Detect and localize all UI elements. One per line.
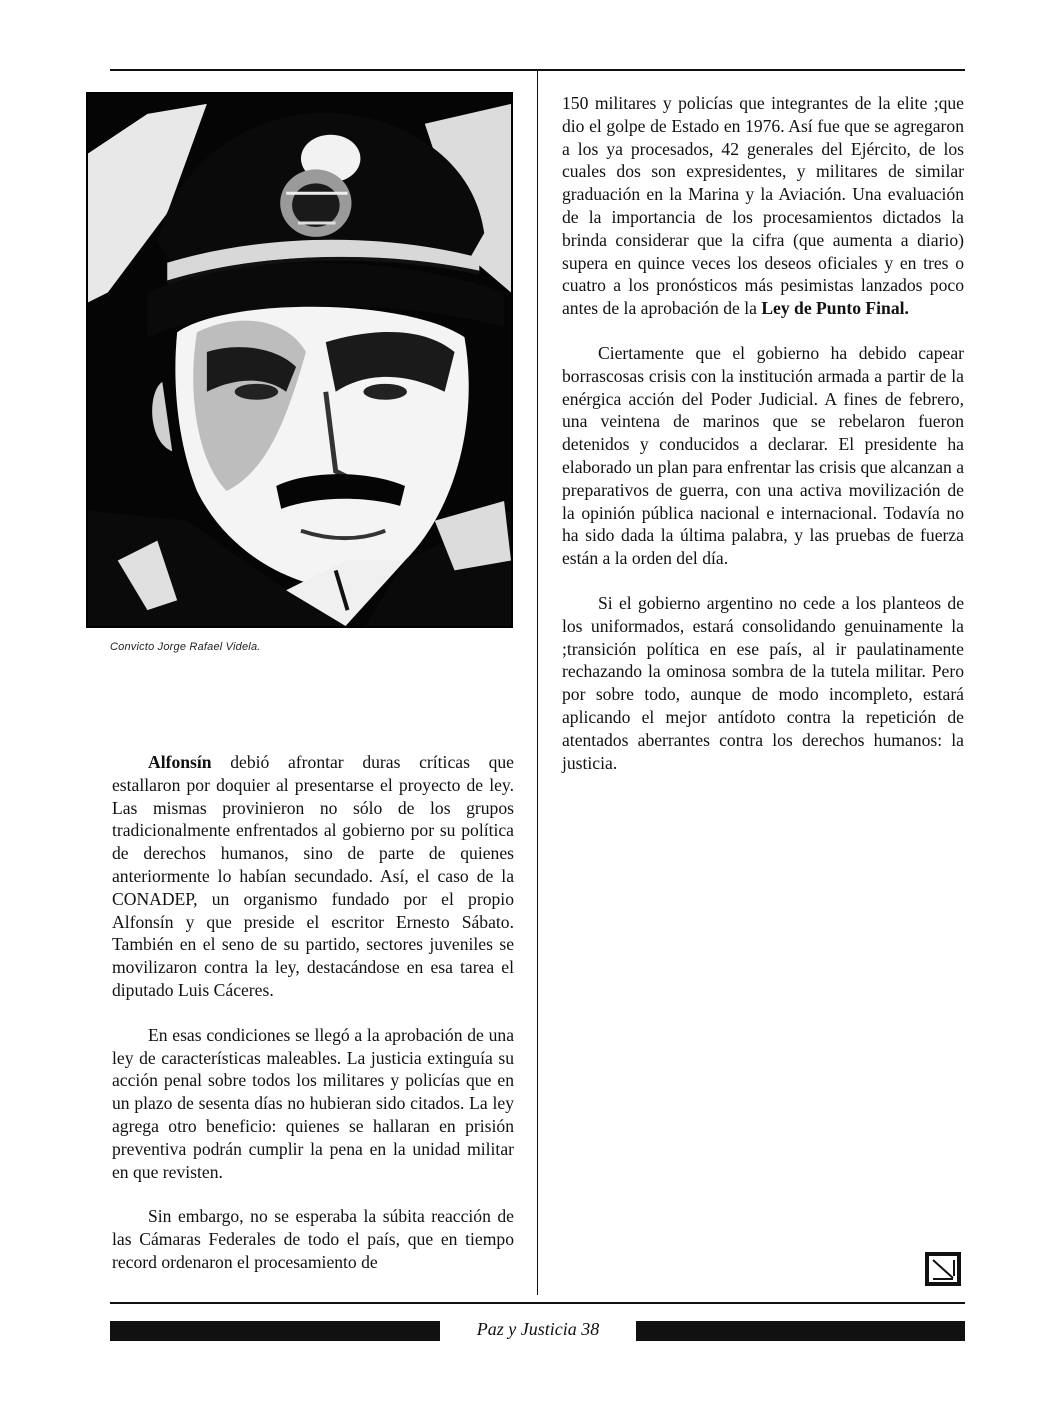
left-paragraph-1 — [112, 751, 514, 1002]
right-paragraph-1 — [562, 92, 964, 320]
portrait-photo-graphic — [88, 94, 511, 626]
footer-bar-left — [110, 1321, 440, 1341]
left-paragraph-1-text: debió afrontar duras críticas que estallaron por doquier al presentarse el proyecto de ley. Las mismas provinieron no sólo de los grupos tradicionalmente enfrentados al gobierno por su política de derechos humanos, sino de parte de quienes anteriormente lo habían secundado. Así, el caso de la CONADEP, un organismo fundado por el propio Alfonsín y que preside el escritor Ernesto Sábato. También en el seno de su partido, sectores juveniles se movilizaron contra la ley, destacándose en esa tarea el diputado Luis Cáceres. — [112, 752, 514, 1000]
right-paragraph-1-text: 150 militares y policías que integrantes de la elite ;que dio el golpe de Estado en 1976. Así fue que se agregaron a los ya procesados, 42 generales del Ejército, de los cuales dos son expresidentes, y militares de similar graduación en la Marina y la Aviación. Una evaluación de la importancia de los procesamientos dictados la brinda considerar que la cifra (que aumenta a diario) supera en quince veces los deseos oficiales y en tres o cuatro a los pronósticos más pesimistas lanzados poco antes de la aprobación de la — [562, 93, 964, 319]
lead-term: Alfonsín — [148, 752, 212, 772]
footer-bar-right — [636, 1321, 965, 1341]
law-name: Ley de Punto Final. — [761, 298, 909, 319]
left-paragraph-3: Sin embargo, no se esperaba la súbita reacción de las Cámaras Federales de todo el país, que en tiempo record ordenaron el procesamiento de — [112, 1206, 514, 1272]
right-column — [562, 92, 964, 796]
footer-page-label: Paz y Justicia 38 — [476, 1319, 600, 1339]
photo-caption: Convicto Jorge Rafael Videla. — [110, 641, 261, 653]
right-paragraph-3: Si el gobierno argentino no cede a los planteos de los uniformados, estará consolidando genuinamente la ;transición política en ese país, al ir paulatinamente rechazando la ominosa sombra de la tutela militar. Pero por sobre todo, aunque de modo incompleto, estará aplicando el mejor antídoto contra la repetición de atentados aberrantes contra los derechos humanos: la justicia. — [562, 592, 964, 773]
left-column — [112, 751, 514, 1296]
right-paragraph-2: Ciertamente que el gobierno ha debido capear borrascosas crisis con la institución armada a partir de la enérgica acción del Poder Judicial. A fines de febrero, una veintena de marinos que se rebelaron fueron detenidos y conducidos a declarar. El presidente ha elaborado un plan para enfrentar las crisis que alcanzan a preparativos de guerra, con una activa movilización de la opinión pública nacional e internacional. Todavía no ha sido dada la última palabra, y las pruebas de fuerza están a la orden del día. — [562, 342, 965, 569]
column-divider — [537, 70, 538, 1295]
portrait-photo — [86, 92, 513, 628]
bottom-rule — [110, 1302, 965, 1304]
left-paragraph-2: En esas condiciones se llegó a la aprobación de una ley de características maleables. La justicia extinguía su acción penal sobre todos los militares y policías que en un plazo de sesenta días no hubieran sido citados. La ley agrega otro beneficio: quienes se hallaran en prisión preventiva podrán cumplir la pena en la unidad militar en que revisten. — [112, 1024, 514, 1182]
end-of-article-icon — [925, 1252, 961, 1286]
